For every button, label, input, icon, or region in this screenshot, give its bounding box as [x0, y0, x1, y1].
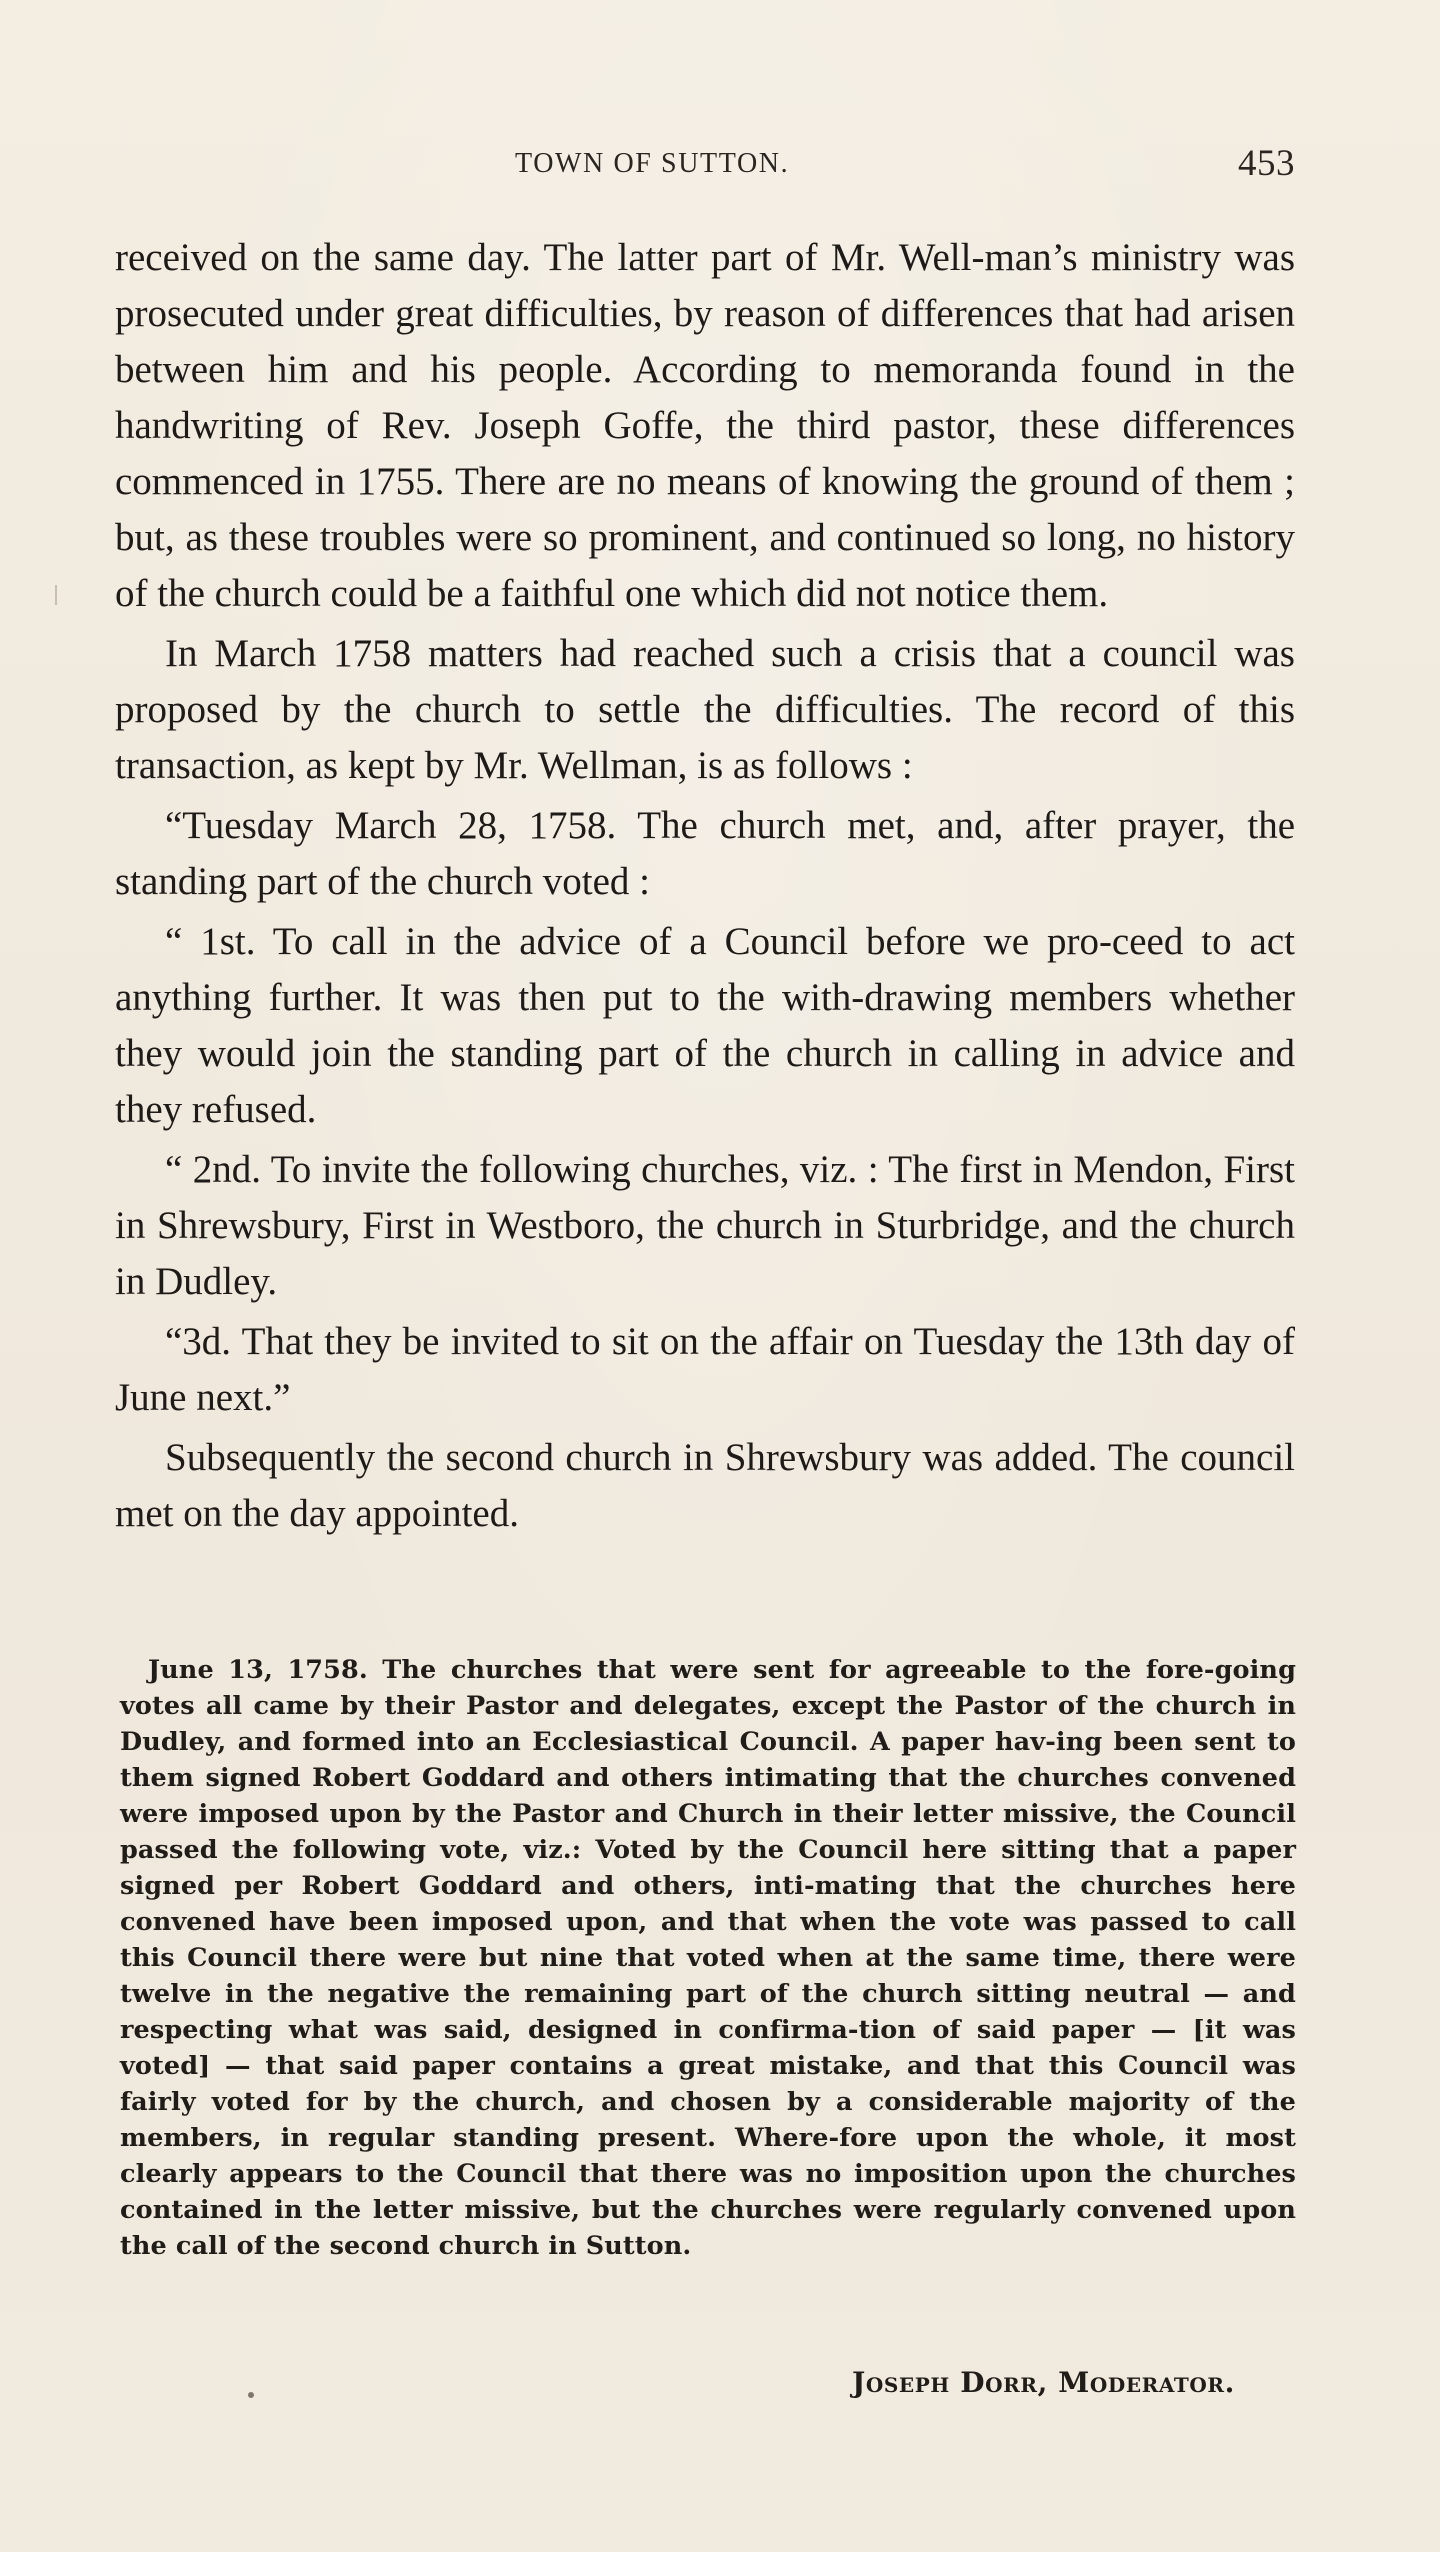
quotation-paragraph: June 13, 1758. The churches that were sent for agreeable to the fore-going votes all came by their Pastor and delegates, except the Pastor of the church in Dudley, and formed into an Ecclesiastical Council. A paper hav-ing been sent to them signed Robert Goddard and others intimating that the churches convened were imposed upon by the Pastor and Church in their letter missive, the Council passed the following vote, viz.: Voted by the Council here sitting that a paper signed per Robert Goddard and others, inti-mating that the churches here convened have been imposed upon, and that when the vote was passed to call this Council there were but nine that voted when at the same time, there were twelve in the negative the remaining part of the church sitting neutral — and respecting what was said, designed in confirma-tion of said paper — [it was voted] — that said paper contains a great mistake, and that this Council was fairly voted for by the church, and chosen by a considerable majority of the members, in regular standing present. Where-fore upon the whole, it most clearly appears to the Council that there was no imposition upon the churches contained in the letter missive, but the churches were regularly convened upon the call of the second church in Sutton.: [120, 1655, 1296, 2261]
paragraph-council-proposal: In March 1758 matters had reached such a crisis that a council was proposed by the church to settle the difficulties. The record of this transaction, as kept by Mr. Wellman, is as follows :: [115, 632, 1295, 787]
paragraph-vote-first: “ 1st. To call in the advice of a Council before we pro-ceed to act anything further. It was then put to the with-drawing members whether they would join the standing part of the church in calling in advice and they refused.: [115, 920, 1295, 1131]
paragraph-continuation: received on the same day. The latter part of Mr. Well-man’s ministry was prosecuted under great difficulties, by reason of differences that had arisen between him and his people. According to memoranda found in the handwriting of Rev. Joseph Goffe, the third pastor, these differences commenced in 1755. There are no means of knowing the ground of them ; but, as these troubles were so prominent, and continued so long, no history of the church could be a faithful one which did not notice them.: [115, 236, 1295, 615]
body-text: [115, 230, 1295, 1542]
running-title: TOWN OF SUTTON.: [515, 148, 790, 179]
paragraph-record-opening: “Tuesday March 28, 1758. The church met, and, after prayer, the standing part of the church voted :: [115, 804, 1295, 903]
council-record-quotation: [120, 1652, 1296, 2264]
paragraph-council-met: Subsequently the second church in Shrewsbury was added. The council met on the day appointed.: [115, 1436, 1295, 1535]
ink-speck: [248, 2392, 254, 2398]
paragraph-vote-second: “ 2nd. To invite the following churches, viz. : The first in Mendon, First in Shrewsbury, First in Westboro, the church in Sturbridge, and the church in Dudley.: [115, 1148, 1295, 1303]
margin-mark: [55, 585, 57, 605]
paragraph-vote-third: “3d. That they be invited to sit on the affair on Tuesday the 13th day of June next.”: [115, 1320, 1295, 1419]
running-head: [115, 142, 1295, 182]
moderator-signature: Joseph Dorr, Moderator.: [852, 2366, 1236, 2399]
page-number: 453: [1238, 143, 1295, 184]
